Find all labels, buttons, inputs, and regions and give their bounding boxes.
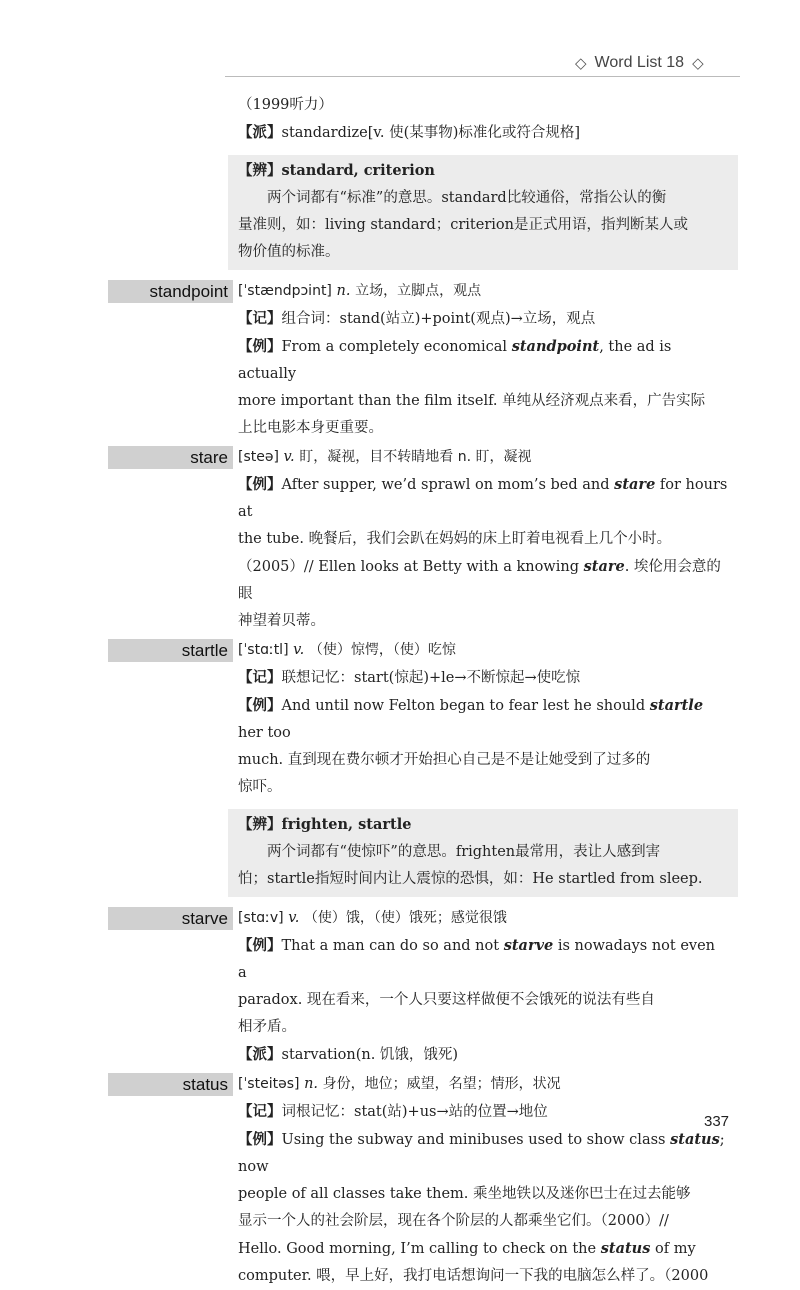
phonetic: [ˈstændpɔint] bbox=[238, 283, 332, 299]
highlighted-word: startle bbox=[649, 697, 704, 714]
example-text: 相矛盾。 bbox=[238, 1019, 296, 1035]
example-text: After supper, we’d sprawl on mom’s bed and bbox=[281, 477, 615, 493]
bian-tag: 【辨】 bbox=[238, 816, 282, 833]
li-tag: 【例】 bbox=[238, 476, 282, 493]
entry-startle bbox=[181, 637, 728, 897]
definition: 盯，凝视，目不转睛地看 n. 盯，凝视 bbox=[299, 449, 532, 465]
example-text: , the ad is actually bbox=[238, 339, 672, 382]
source-note: （1999听力） bbox=[238, 97, 333, 113]
running-header bbox=[575, 50, 735, 76]
example-text: is nowadays not even a bbox=[238, 938, 716, 981]
definition: 立场，立脚点，观点 bbox=[355, 283, 482, 299]
distinction-title: frighten, startle bbox=[281, 816, 412, 833]
example-text: people of all classes take them. 乘坐地铁以及迷你巴士在过去能够 bbox=[238, 1186, 691, 1202]
example-text: That a man can do so and not bbox=[281, 938, 504, 954]
example-text: And until now Felton began to fear lest he should bbox=[281, 698, 650, 714]
phonetic: [steə] bbox=[238, 449, 279, 465]
example-line bbox=[238, 1235, 728, 1263]
example-text: Using the subway and minibuses used to show class bbox=[281, 1132, 671, 1148]
definition-line bbox=[238, 444, 728, 471]
definition: 身份，地位；威望，名望；情形，状况 bbox=[322, 1076, 561, 1092]
memory-text: 词根记忆：stat(站)+us→站的位置→地位 bbox=[281, 1104, 548, 1120]
example-text: for hours at bbox=[238, 477, 728, 520]
example-line bbox=[238, 1126, 728, 1181]
distinction-box bbox=[228, 809, 738, 897]
example-text: her too bbox=[238, 725, 291, 741]
bian-tag: 【辨】 bbox=[238, 162, 282, 179]
definition-line bbox=[238, 1071, 728, 1098]
pai-tag: 【派】 bbox=[238, 1046, 282, 1063]
highlighted-word: standpoint bbox=[511, 338, 600, 355]
memory-line bbox=[238, 305, 728, 333]
example-line bbox=[238, 333, 728, 388]
phonetic: [ˈsteitəs] bbox=[238, 1076, 300, 1092]
definition: （使）饿，（使）饿死；感觉很饿 bbox=[303, 910, 507, 926]
header-title: Word List 18 bbox=[594, 54, 685, 71]
memory-line bbox=[238, 664, 728, 692]
example-text: 神望着贝蒂。 bbox=[238, 613, 325, 629]
part-of-speech: v. bbox=[293, 642, 305, 658]
example-text: 上比电影本身更重要。 bbox=[238, 420, 383, 436]
li-tag: 【例】 bbox=[238, 697, 282, 714]
example-text: . 埃伦用会意的眼 bbox=[238, 559, 721, 602]
headword: startle bbox=[108, 639, 233, 662]
distinction-box bbox=[228, 155, 738, 270]
li-tag: 【例】 bbox=[238, 1131, 282, 1148]
headword: stare bbox=[108, 446, 233, 469]
part-of-speech: n. bbox=[304, 1076, 319, 1092]
definition: （使）惊愕，（使）吃惊 bbox=[308, 642, 456, 658]
highlighted-word: stare bbox=[583, 558, 625, 575]
header-rule bbox=[225, 76, 740, 77]
derivative-text: starvation(n. 饥饿，饿死) bbox=[281, 1047, 459, 1063]
part-of-speech: n. bbox=[336, 283, 351, 299]
distinction-title-line bbox=[238, 157, 728, 185]
example-line bbox=[238, 932, 728, 987]
distinction-title-line bbox=[238, 811, 728, 839]
distinction-text: 两个词都有“使惊吓”的意思。frighten最常用，表让人感到害 bbox=[267, 844, 661, 860]
ji-tag: 【记】 bbox=[238, 669, 282, 686]
example-text: the tube. 晚餐后，我们会趴在妈妈的床上盯着电视看上几个小时。 bbox=[238, 531, 672, 547]
example-line bbox=[238, 553, 728, 608]
headword: starve bbox=[108, 907, 233, 930]
part-of-speech: v. bbox=[288, 910, 300, 926]
ji-tag: 【记】 bbox=[238, 310, 282, 327]
example-text: 惊吓。 bbox=[238, 779, 282, 795]
distinction-title: standard, criterion bbox=[281, 162, 435, 179]
highlighted-word: status bbox=[600, 1240, 651, 1257]
entry-standpoint bbox=[149, 278, 728, 442]
memory-text: 联想记忆：start(惊起)+le→不断惊起→使吃惊 bbox=[281, 670, 581, 686]
phonetic: [stɑːv] bbox=[238, 910, 284, 926]
highlighted-word: stare bbox=[614, 476, 656, 493]
example-text: From a completely economical bbox=[281, 339, 512, 355]
example-text: 显示一个人的社会阶层，现在各个阶层的人都乘坐它们。（2000）// bbox=[238, 1213, 669, 1229]
derivative-line bbox=[238, 1041, 728, 1069]
page-number: 337 bbox=[704, 1113, 730, 1130]
example-line bbox=[238, 692, 728, 747]
example-text: ; now bbox=[238, 1132, 725, 1175]
example-text: Hello. Good morning, I’m calling to check on the bbox=[238, 1241, 601, 1257]
headword: standpoint bbox=[108, 280, 233, 303]
highlighted-word: starve bbox=[503, 937, 554, 954]
distinction-text: 两个词都有“标准”的意思。standard比较通俗，常指公认的衡 bbox=[267, 190, 667, 206]
headword: status bbox=[108, 1073, 233, 1096]
definition-line bbox=[238, 278, 728, 305]
distinction-text: 量准则，如：living standard；criterion是正式用语，指判断某人或 bbox=[238, 217, 688, 233]
part-of-speech: v. bbox=[283, 449, 295, 465]
entry-stare bbox=[190, 444, 728, 635]
example-text: （2005）// Ellen looks at Betty with a knowing bbox=[238, 559, 584, 575]
entry-status bbox=[182, 1071, 728, 1290]
page-body bbox=[149, 92, 728, 1290]
diamond-icon: ◇ bbox=[692, 55, 704, 72]
highlighted-word: status bbox=[670, 1131, 720, 1148]
pai-tag: 【派】 bbox=[238, 124, 282, 141]
phonetic: [ˈstɑːtl] bbox=[238, 642, 289, 658]
ji-tag: 【记】 bbox=[238, 1103, 282, 1120]
example-text: paradox. 现在看来，一个人只要这样做便不会饿死的说法有些自 bbox=[238, 992, 655, 1008]
li-tag: 【例】 bbox=[238, 338, 282, 355]
example-text: computer. 喂，早上好，我打电话想询问一下我的电脑怎么样了。（2000 bbox=[238, 1268, 709, 1284]
diamond-icon: ◇ bbox=[575, 55, 587, 72]
li-tag: 【例】 bbox=[238, 937, 282, 954]
derivative-text: standardize[v. 使(某事物)标准化或符合规格] bbox=[281, 125, 581, 141]
distinction-text: 怕；startle指短时间内让人震惊的恐惧，如：He startled from sleep. bbox=[238, 871, 703, 887]
memory-line bbox=[238, 1098, 728, 1126]
distinction-text: 物价值的标准。 bbox=[238, 244, 340, 260]
example-text: more important than the film itself. 单纯从经济观点来看，广告实际 bbox=[238, 393, 706, 409]
entry-starve bbox=[181, 905, 728, 1069]
definition-line bbox=[238, 905, 728, 932]
definition-line bbox=[238, 637, 728, 664]
derivative-line bbox=[238, 119, 728, 147]
example-text: much. 直到现在费尔顿才开始担心自己是不是让她受到了过多的 bbox=[238, 752, 651, 768]
example-line bbox=[238, 471, 728, 526]
memory-text: 组合词：stand(站立)+point(观点)→立场，观点 bbox=[281, 311, 596, 327]
example-text: of my bbox=[650, 1241, 696, 1257]
